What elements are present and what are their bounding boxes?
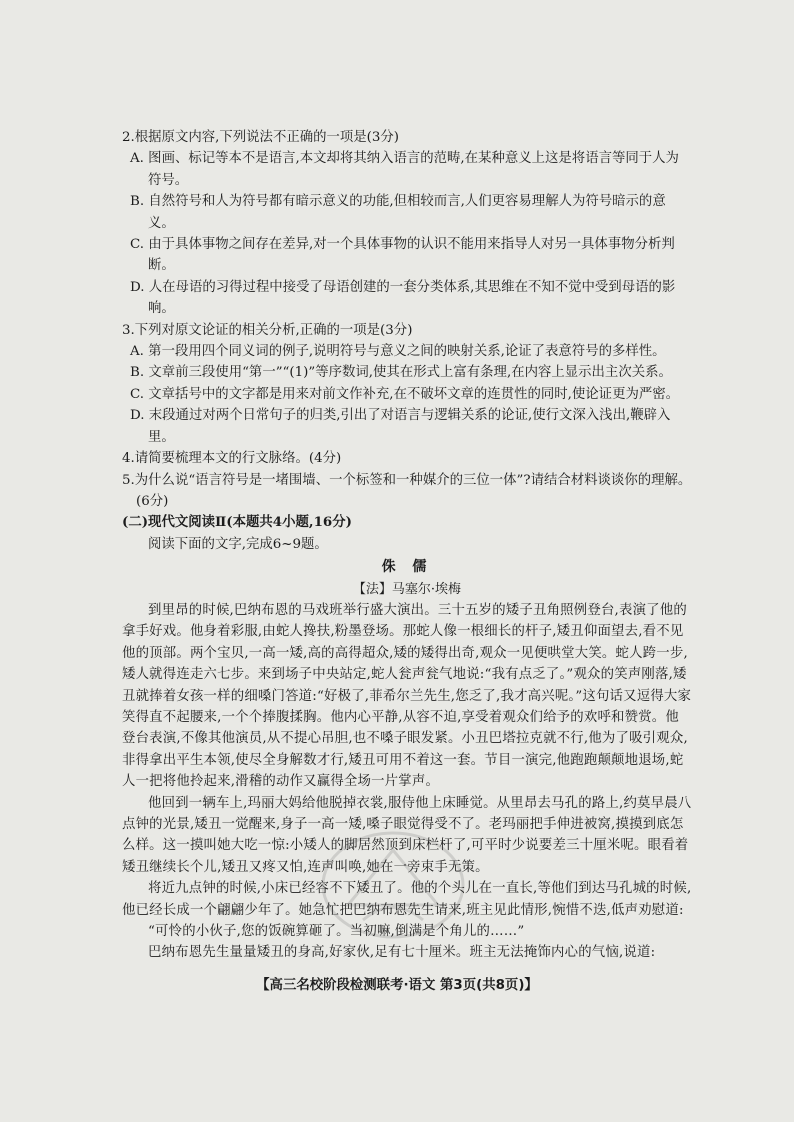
- story-paragraph-2: 他回到一辆车上,玛丽大妈给他脱掉衣裳,服侍他上床睡觉。从里昂去马孔的路上,约莫早晨八点钟的光景,矮丑一觉醒来,身子一高一矮,嗓子眼觉得受不了。老玛丽把手伸进被窝,摸摸到底怎么样。这一摸叫她大吃一惊:小矮人的脚居然顶到床栏杆了,可平时少说要差三十厘米呢。眼看着矮丑继续长个儿,矮丑又疼又怕,连声叫唤,她在一旁束手无策。: [122, 795, 692, 875]
- reading-instruction: 阅读下面的文字,完成6~9题。: [148, 536, 328, 552]
- question-2-option-c: C. 由于具体事物之间存在差异,对一个具体事物的认识不能用来指导人对另一具体事物分析判断。: [130, 237, 675, 274]
- watermark-emblem-icon: [318, 825, 468, 945]
- question-3-option-b: B. 文章前三段使用“第一”“(1)”等序数词,使其在形式上富有条理,在内容上显示出主次关系。: [130, 365, 672, 381]
- question-2-option-b: B. 自然符号和人为符号都有暗示意义的功能,但相较而言,人们更容易理解人为符号暗示的意义。: [130, 194, 666, 231]
- question-5: 5.为什么说“语言符号是一堵围墙、一个标签和一种媒介的三位一体”?请结合材料谈谈你的理解。(6分): [122, 472, 692, 509]
- story-author: 【法】马塞尔·埃梅: [352, 581, 462, 597]
- story-paragraph-3: 将近九点钟的时候,小床已经容不下矮丑了。他的个头儿在一直长,等他们到达马孔城的时候,他已经长成一个翩翩少年了。她急忙把巴纳布恩先生请来,班主见此情形,惋惜不迭,低声劝慰道:: [122, 881, 692, 918]
- question-3-option-c: C. 文章括号中的文字都是用来对前文作补充,在不破坏文章的连贯性的同时,使论证更为严密。: [130, 386, 680, 402]
- section-heading: (二)现代文阅读Ⅱ(本题共4小题,16分): [122, 514, 352, 531]
- story-title: 侏 儒: [381, 559, 433, 576]
- page-footer: 【高三名校阶段检测联考·语文 第3页(共8页)】: [256, 978, 538, 993]
- story-paragraph-4: “可怜的小伙子,您的饭碗算砸了。当初嘛,倒满是个角儿的……”: [148, 924, 525, 940]
- story-paragraph-1: 到里昂的时候,巴纳布恩的马戏班举行盛大演出。三十五岁的矮子丑角照例登台,表演了他的拿手好戏。他身着彩服,由蛇人搀扶,粉墨登场。那蛇人像一根细长的杆子,矮丑仰面望去,看不见他的顶部。两个宝贝,一高一矮,高的高得超众,矮的矮得出奇,观众一见便哄堂大笑。蛇人跨一步,矮人就得连走六七步。来到场子中央站定,蛇人瓮声瓮气地说:“我有点乏了。”观众的笑声刚落,矮丑就捧着女孩一样的细嗓门答道:“好极了,菲希尔兰先生,您乏了,我才高兴呢。”这句话又逗得大家笑得直不起腰来,一个个捧腹揉胸。他内心平静,从容不迫,享受着观众们给予的欢呼和赞赏。他登台表演,不像其他演员,从不提心吊胆,也不嗓子眼发紧。小丑巴塔拉克就不行,他为了吸引观众,非得拿出平生本领,使尽全身解数才行,矮丑可用不着这一套。节目一演完,他跑跑颠颠地退场,蛇人一把将他拎起来,滑稽的动作又赢得全场一片掌声。: [122, 602, 692, 790]
- question-3-option-a: A. 第一段用四个同义词的例子,说明符号与意义之间的映射关系,论证了表意符号的多样性。: [130, 344, 666, 360]
- question-2-stem: 2.根据原文内容,下列说法不正确的一项是(3分): [122, 130, 400, 145]
- question-2-option-a: A. 图画、标记等本不是语言,本文却将其纳入语言的范畴,在某种意义上这是将语言等同于人为符号。: [130, 151, 679, 188]
- story-paragraph-5: 巴纳布恩先生量量矮丑的身高,好家伙,足有七十厘米。班主无法掩饰内心的气恼,说道:: [148, 945, 656, 961]
- question-2-option-d: D. 人在母语的习得过程中接受了母语创建的一套分类体系,其思维在不知不觉中受到母语的影响。: [130, 279, 676, 317]
- question-3-stem: 3.下列对原文论证的相关分析,正确的一项是(3分): [122, 322, 413, 338]
- question-4: 4.请简要梳理本文的行文脉络。(4分): [122, 451, 342, 467]
- question-3-option-d: D. 末段通过对两个日常句子的归类,引出了对语言与逻辑关系的论证,使行文深入浅出,鞭辟入里。: [130, 408, 671, 445]
